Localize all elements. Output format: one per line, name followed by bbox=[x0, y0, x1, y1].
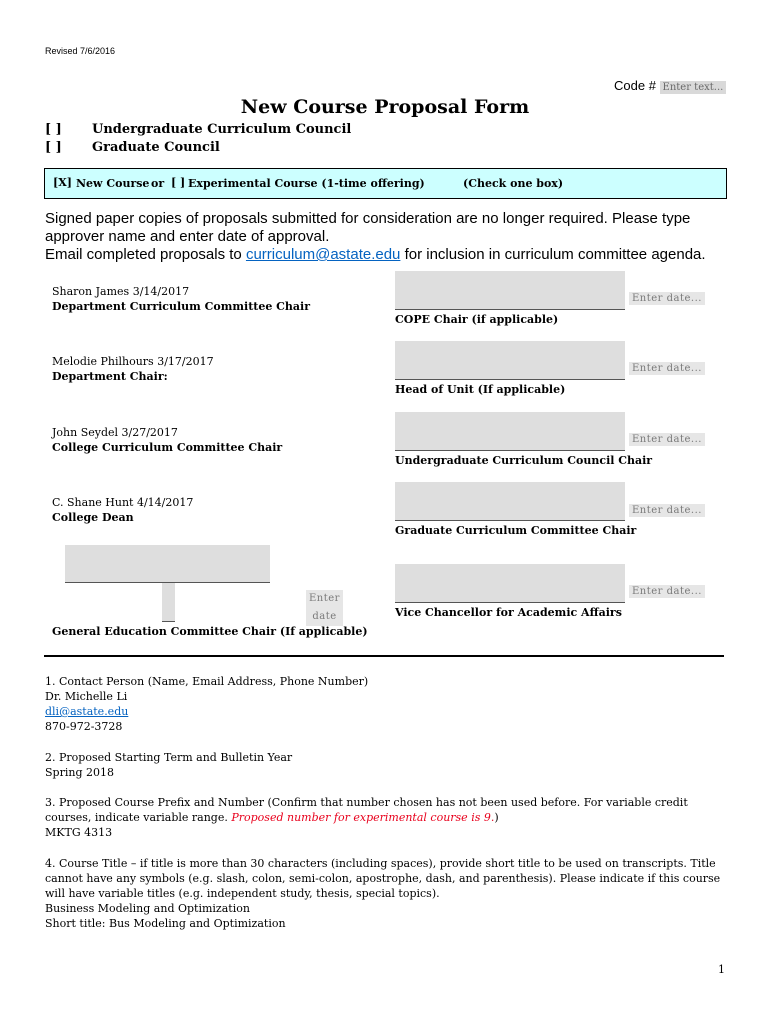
prefix-value: MKTG 4313 bbox=[45, 826, 113, 839]
signature-field-gen-ed-continued[interactable] bbox=[162, 583, 175, 622]
new-course-checkbox[interactable]: [X] bbox=[53, 176, 72, 189]
signature-name-college-curriculum: John Seydel 3/27/2017 bbox=[52, 426, 178, 439]
date-field-vcaa[interactable]: Enter date... bbox=[629, 585, 705, 598]
signature-field-head-of-unit[interactable] bbox=[395, 341, 625, 380]
course-code-field[interactable]: Enter text... bbox=[660, 81, 727, 94]
signature-role-gcc-chair: Graduate Curriculum Committee Chair bbox=[395, 524, 637, 537]
contact-phone: 870-972-3728 bbox=[45, 720, 123, 733]
date-field-ucc-chair[interactable]: Enter date... bbox=[629, 433, 705, 446]
signature-role-ucc-chair: Undergraduate Curriculum Council Chair bbox=[395, 454, 653, 467]
date-field-gen-ed-line-1: Enter bbox=[309, 593, 340, 604]
signature-role-dept-chair: Department Chair: bbox=[52, 370, 168, 383]
experimental-number-note: Proposed number for experimental course is 9. bbox=[231, 811, 495, 824]
signature-role-vcaa: Vice Chancellor for Academic Affairs bbox=[395, 606, 622, 619]
or-text: or bbox=[151, 177, 165, 190]
course-title-value: Business Modeling and Optimization bbox=[45, 902, 250, 915]
term-value: Spring 2018 bbox=[45, 766, 114, 779]
council-undergrad-checkbox[interactable]: [ ] bbox=[45, 122, 62, 137]
instructions bbox=[45, 210, 735, 264]
signature-role-dept-curriculum: Department Curriculum Committee Chair bbox=[52, 300, 311, 313]
instructions-email-suffix: for inclusion in curriculum committee agenda. bbox=[400, 246, 706, 263]
council-undergrad-label: Undergraduate Curriculum Council bbox=[92, 122, 352, 137]
signature-field-ucc-chair[interactable] bbox=[395, 412, 625, 451]
page-number: 1 bbox=[718, 963, 725, 976]
council-grad-label: Graduate Council bbox=[92, 140, 220, 155]
instructions-email-prefix: Email completed proposals to bbox=[45, 246, 246, 263]
section-prefix-heading-text: 3. Proposed Course Prefix and Number (Confirm that number chosen has not been used before. For variable credit courses, indicate variable range. bbox=[45, 796, 688, 824]
experimental-course-label: Experimental Course (1-time offering) bbox=[188, 177, 425, 190]
course-code bbox=[614, 78, 726, 93]
date-field-head-of-unit[interactable]: Enter date... bbox=[629, 362, 705, 375]
signature-role-head-of-unit: Head of Unit (If applicable) bbox=[395, 383, 566, 396]
signature-role-college-curriculum: College Curriculum Committee Chair bbox=[52, 441, 283, 454]
instructions-line-1: Signed paper copies of proposals submitted for consideration are no longer required. Please type approver name and enter date of approval. bbox=[45, 210, 691, 245]
signature-field-cope[interactable] bbox=[395, 271, 625, 310]
section-contact bbox=[45, 674, 725, 734]
new-course-label: New Course bbox=[76, 177, 150, 190]
section-title-heading: 4. Course Title – if title is more than 30 characters (including spaces), provide short title to be used on transcripts. Title cannot have any symbols (e.g. slash, colon, semi-colon, apostrophe, dash, and parenthesis). Please indicate if this course will have variable titles (e.g. independent study, thesis, special topics). bbox=[45, 857, 721, 900]
signature-name-dept-chair: Melodie Philhours 3/17/2017 bbox=[52, 355, 214, 368]
course-type-box bbox=[44, 168, 727, 199]
date-field-cope[interactable]: Enter date... bbox=[629, 292, 705, 305]
signature-role-college-dean: College Dean bbox=[52, 511, 134, 524]
date-field-gen-ed[interactable] bbox=[306, 590, 343, 626]
signature-field-gen-ed[interactable] bbox=[65, 545, 270, 583]
signature-role-gen-ed: General Education Committee Chair (If applicable) bbox=[52, 625, 368, 638]
contact-name: Dr. Michelle Li bbox=[45, 690, 128, 703]
check-one-hint: (Check one box) bbox=[463, 177, 564, 190]
signature-field-gcc-chair[interactable] bbox=[395, 482, 625, 521]
section-divider bbox=[44, 655, 724, 657]
experimental-course-checkbox[interactable]: [ ] bbox=[171, 176, 186, 189]
course-code-label: Code # bbox=[614, 78, 656, 93]
section-term bbox=[45, 750, 725, 780]
page-title: New Course Proposal Form bbox=[240, 96, 530, 118]
signature-field-vcaa[interactable] bbox=[395, 564, 625, 603]
signature-name-college-dean: C. Shane Hunt 4/14/2017 bbox=[52, 496, 194, 509]
section-term-heading: 2. Proposed Starting Term and Bulletin Year bbox=[45, 751, 293, 764]
instructions-line-2 bbox=[45, 246, 735, 264]
course-short-title: Short title: Bus Modeling and Optimization bbox=[45, 917, 286, 930]
date-field-gcc-chair[interactable]: Enter date... bbox=[629, 504, 705, 517]
contact-email-link[interactable]: dli@astate.edu bbox=[45, 705, 129, 718]
signature-name-dept-curriculum: Sharon James 3/14/2017 bbox=[52, 285, 190, 298]
section-prefix bbox=[45, 795, 725, 840]
curriculum-email-link[interactable]: curriculum@astate.edu bbox=[245, 246, 401, 263]
section-contact-heading: 1. Contact Person (Name, Email Address, Phone Number) bbox=[45, 675, 369, 688]
section-prefix-heading bbox=[45, 795, 725, 825]
section-title bbox=[45, 856, 725, 931]
revision-date: Revised 7/6/2016 bbox=[45, 46, 116, 56]
date-field-gen-ed-line-2: date bbox=[312, 611, 337, 622]
section-prefix-heading-close: ) bbox=[494, 811, 499, 824]
signature-role-cope: COPE Chair (if applicable) bbox=[395, 313, 559, 326]
council-grad-checkbox[interactable]: [ ] bbox=[45, 140, 62, 155]
